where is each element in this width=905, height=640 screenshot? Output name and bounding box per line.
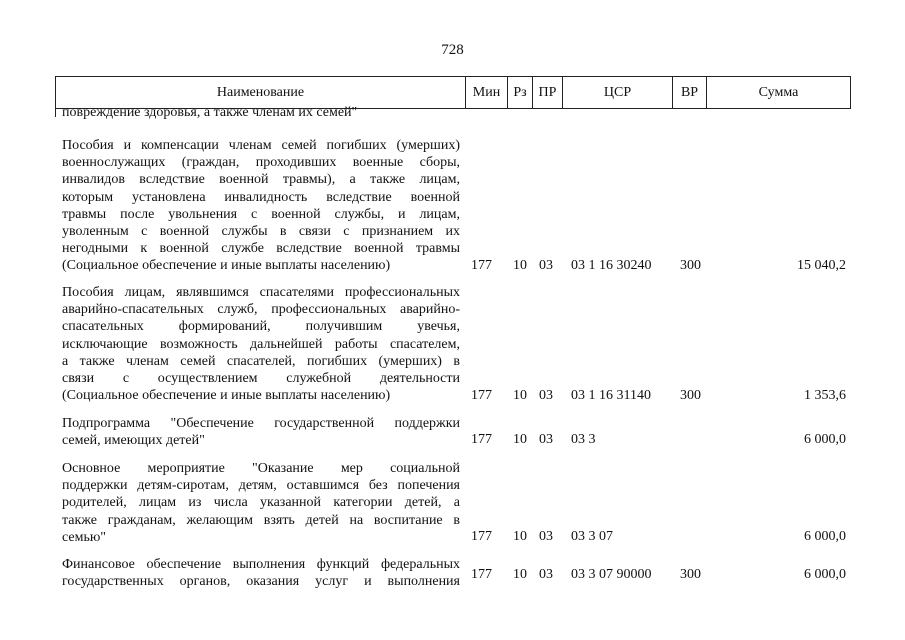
row-line: исключающие возможность дальнейшей работы спасателем, bbox=[62, 336, 460, 352]
row-line: поддержки детям-сиротам, детям, оставшимся без попечения bbox=[62, 478, 460, 494]
table-row-cells bbox=[0, 528, 905, 546]
table-row-name bbox=[62, 137, 460, 275]
cell-pr: 03 bbox=[539, 567, 553, 582]
cell-vr: 300 bbox=[680, 567, 701, 582]
cell-min: 177 bbox=[471, 529, 492, 544]
row-line: семью" bbox=[62, 529, 107, 545]
row-line: аварийно-спасательных служб, профессиональных аварийно- bbox=[62, 302, 460, 318]
row-line: а также членам семей спасателей, погибших (умерших) в bbox=[62, 353, 460, 369]
cell-min: 177 bbox=[471, 567, 492, 582]
header-pr: ПР bbox=[533, 77, 563, 109]
header-name: Наименование bbox=[56, 77, 466, 109]
row-line: связи с осуществлением служебной деятельности bbox=[62, 371, 460, 387]
cell-rz: 10 bbox=[513, 529, 527, 544]
table-row-cells bbox=[0, 257, 905, 275]
row-line: Основное мероприятие "Оказание мер социальной bbox=[62, 461, 460, 476]
cell-csr: 03 1 16 30240 bbox=[571, 258, 652, 273]
cell-vr: 300 bbox=[680, 258, 701, 273]
row-line: которым установлена инвалидность вследствие военной bbox=[62, 189, 460, 205]
header-sum: Сумма bbox=[707, 77, 851, 109]
cell-min: 177 bbox=[471, 388, 492, 403]
row-line: Подпрограмма "Обеспечение государственной поддержки bbox=[62, 416, 460, 431]
row-line: травмы после увольнения с военной службы, и лицам, bbox=[62, 206, 460, 222]
cell-csr: 03 1 16 31140 bbox=[571, 388, 651, 403]
cell-rz: 10 bbox=[513, 567, 527, 582]
cell-vr: 300 bbox=[680, 388, 701, 403]
header-csr: ЦСР bbox=[563, 77, 673, 109]
row-line: (Социальное обеспечение и иные выплаты населению) bbox=[62, 258, 391, 274]
border-tick bbox=[55, 107, 56, 117]
cell-min: 177 bbox=[471, 432, 492, 447]
row-line: инвалидов вследствие военной травмы), а также лицам, bbox=[62, 172, 460, 188]
row-line: Пособия и компенсации членам семей погибших (умерших) bbox=[62, 138, 460, 153]
row-line: негодными к военной службе вследствие военной травмы bbox=[62, 241, 460, 257]
cell-csr: 03 3 07 90000 bbox=[571, 567, 652, 582]
row-line: уволенным с военной службы в связи с признанием их bbox=[62, 224, 460, 240]
page-number: 728 bbox=[441, 42, 464, 58]
cell-rz: 10 bbox=[513, 432, 527, 447]
table-row-cells bbox=[0, 566, 905, 584]
cell-sum: 1 353,6 bbox=[804, 388, 846, 403]
cell-csr: 03 3 07 bbox=[571, 529, 613, 544]
cell-sum: 6 000,0 bbox=[804, 529, 846, 544]
cell-pr: 03 bbox=[539, 388, 553, 403]
header-min: Мин bbox=[466, 77, 508, 109]
continuation-text: повреждение здоровья, а также членам их семей" bbox=[62, 105, 358, 120]
table-row-cells bbox=[0, 431, 905, 449]
cell-pr: 03 bbox=[539, 529, 553, 544]
row-line: семей, имеющих детей" bbox=[62, 433, 205, 449]
cell-rz: 10 bbox=[513, 388, 527, 403]
cell-csr: 03 3 bbox=[571, 432, 596, 447]
cell-pr: 03 bbox=[539, 258, 553, 273]
table-row-cells bbox=[0, 387, 905, 405]
cell-sum: 6 000,0 bbox=[804, 432, 846, 447]
row-line: спасательных формирований, получившим увечья, bbox=[62, 319, 460, 335]
row-line: Пособия лицам, являвшимся спасателями профессиональных bbox=[62, 285, 460, 300]
cell-sum: 6 000,0 bbox=[804, 567, 846, 582]
cell-min: 177 bbox=[471, 258, 492, 273]
cell-pr: 03 bbox=[539, 432, 553, 447]
row-line: Финансовое обеспечение выполнения функций федеральных bbox=[62, 557, 460, 572]
row-line: также гражданам, желающим взять детей на воспитание в bbox=[62, 512, 460, 528]
header-vr: ВР bbox=[673, 77, 707, 109]
header-rz: Рз bbox=[508, 77, 533, 109]
row-line: военнослужащих (граждан, проходивших военные сборы, bbox=[62, 155, 460, 171]
row-line: государственных органов, оказания услуг и выполнения bbox=[62, 574, 460, 590]
cell-sum: 15 040,2 bbox=[797, 258, 846, 273]
row-line: (Социальное обеспечение и иные выплаты населению) bbox=[62, 388, 391, 404]
cell-rz: 10 bbox=[513, 258, 527, 273]
row-line: родителей, лицам из числа указанной категории детей, а bbox=[62, 495, 460, 511]
